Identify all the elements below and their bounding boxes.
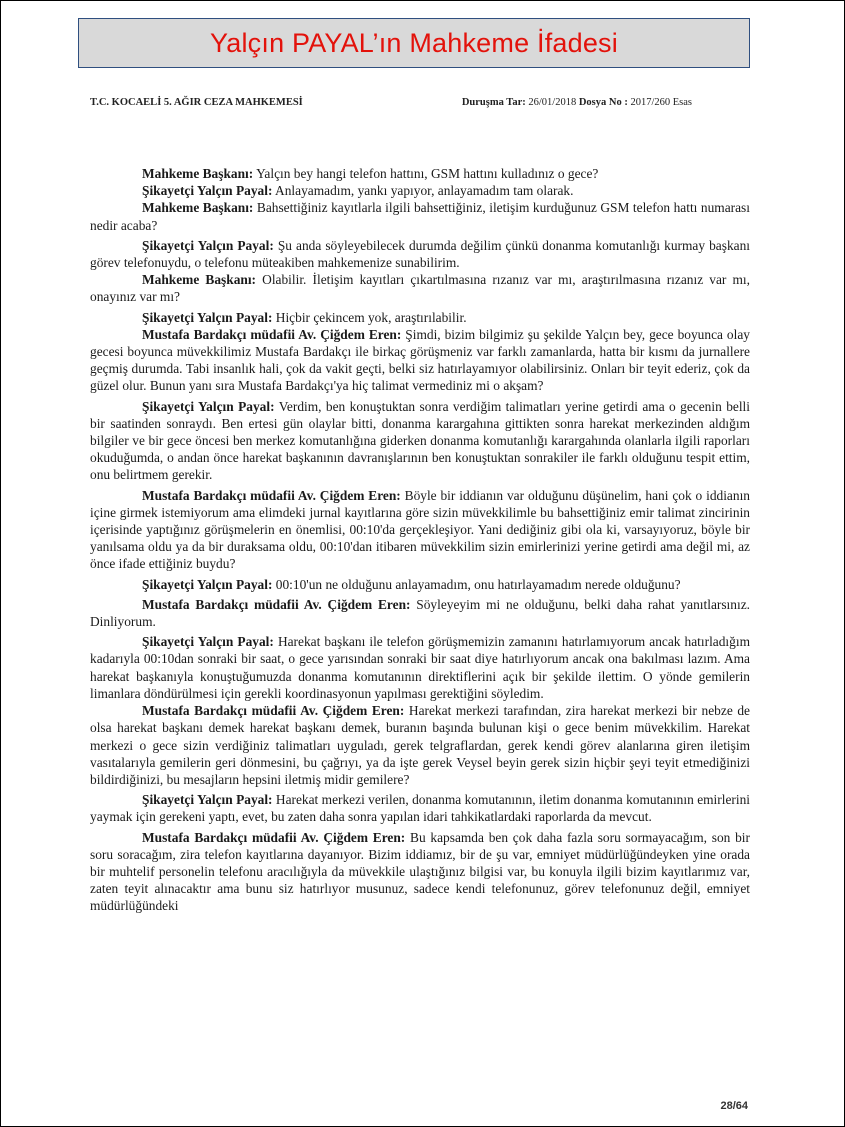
hearing-date: 26/01/2018: [528, 97, 577, 108]
document-header: [90, 97, 692, 107]
paragraph-text: Harekat başkanı ile telefon görüşmemizin zamanını hatırlamıyorum ancak hatırladığım kadarıyla 00:10dan sonraki bir saat, o gece yarısından sonraki bir saat diye hatırlıyorum ancak ona bakılması lazım. Ama harekat başkanıyla konuştuğumuzda donanma komutanının direktiflerini açık bir şekilde ilettim. O yönde gemilerin limanlara döndürülmesi için gerekli koordinasyonun yapılması gerektiğini söyledim.: [90, 634, 750, 701]
transcript-body: [90, 165, 750, 915]
paragraph-text: Hiçbir çekincem yok, araştırılabilir.: [272, 309, 467, 325]
transcript-paragraph: [90, 702, 750, 788]
transcript-paragraph: [90, 237, 750, 271]
transcript-paragraph: [90, 596, 750, 630]
paragraph-text: Şimdi, bizim bilgimiz şu şekilde Yalçın bey, gece boyunca olay gecesi boyunca müvekkilimiz Mustafa Bardakçı ile birkaç görüşmeniz var farklı zamanlarda, hatta bir kısmı da jurnallere geçmiş durumda. Tabi insanlık hali, çok da vakit geçti, belki siz hatırlayamıyor olabilirsiniz. Onları bir teyit ederiz, çok da güzel olur. Bunun yanı sıra Mustafa Bardakçı'ya hiç talimat vermediniz mi o akşam?: [90, 326, 750, 394]
speaker-name: Mahkeme Başkanı:: [142, 200, 254, 216]
speaker-name: Mustafa Bardakçı müdafii Av. Çiğdem Eren:: [142, 703, 405, 719]
transcript-paragraph: [90, 398, 750, 484]
speaker-name: Mustafa Bardakçı müdafii Av. Çiğdem Eren:: [142, 596, 411, 612]
file-number: 2017/260 Esas: [630, 97, 692, 108]
transcript-paragraph: [90, 576, 750, 593]
speaker-name: Şikayetçi Yalçın Payal:: [142, 634, 274, 650]
transcript-paragraph: [90, 633, 750, 702]
paragraph-text: Söyleyeyim mi ne olduğunu, belki daha rahat yanıtlarsınız. Dinliyorum.: [90, 596, 750, 630]
speaker-name: Mustafa Bardakçı müdafii Av. Çiğdem Eren:: [142, 326, 402, 342]
transcript-paragraph: [90, 199, 750, 233]
page-number: 28/64: [720, 1100, 748, 1112]
transcript-paragraph: [90, 487, 750, 573]
paragraph-text: Bahsettiğiniz kayıtlarla ilgili bahsettiğiniz, iletişim kurduğunuz GSM telefon hattı numarası nedir acaba?: [90, 200, 750, 233]
paragraph-text: Verdim, ben konuştuktan sonra verdiğim talimatları yerine getirdi ama o gecenin belli bir saatinden sonraydı. Ben ertesi gün olaylar bitti, donanma karargahına gittikten sonra harekat merkezinden aldığım bilgiler ve bir gece öncesi ben merkez komutanlığına giderken donanma komutanlığı karargahında olanlarla ilgili raporları okuduğumda, o andan önce harekat başkanının davranışlarının ben konuştuktan sonrakiler ile farklı olduğunu tespit ettim, onu belirtmem gerekir.: [90, 398, 751, 483]
speaker-name: Mustafa Bardakçı müdafii Av. Çiğdem Eren:: [142, 829, 406, 845]
paragraph-text: 00:10'un ne olduğunu anlayamadım, onu hatırlayamadım nerede olduğunu?: [272, 576, 681, 592]
speaker-name: Şikayetçi Yalçın Payal:: [142, 576, 273, 592]
transcript-paragraph: [90, 326, 750, 395]
speaker-name: Mahkeme Başkanı:: [142, 166, 254, 181]
transcript-paragraph: [90, 791, 750, 825]
paragraph-text: Yalçın bey hangi telefon hattını, GSM hattını kulladınız o gece?: [253, 166, 599, 181]
paragraph-text: Şu anda söyleyebilecek durumda değilim çünkü donanma komutanlığı kurmay başkanı görev telefonuydu, o telefonu müteakiben mahkemenize sunabilirim.: [90, 237, 750, 271]
paragraph-text: Bu kapsamda ben çok daha fazla soru sormayacağım, son bir soru soracağım, zira telefon kayıtlarına dayanıyor. Bizim iddiamız, bir de şu var, emniyet müdürlüğündeyken yine orada bir muhtelif personelin telefonu aracılığıyla da müvekkile ulaştığınız bilgisi var, bu konuyla ilgili bizim kayıtlarımız var, zaten teyit alınacaktır ama bunu siz hatırlıyor musunuz, sadece kendi telefonunuz, görev telefonunuz değil, emniyet müdürlüğündeki: [90, 829, 750, 914]
speaker-name: Şikayetçi Yalçın Payal:: [142, 309, 273, 325]
transcript-paragraph: [90, 271, 750, 305]
paragraph-text: Anlayamadım, yankı yapıyor, anlayamadım tam olarak.: [272, 183, 574, 199]
paragraph-text: Harekat merkezi verilen, donanma komutanının, iletim donanma komutanının emirlerini yaymak için gerekeni yaptı, evet, bu zaten daha sonra yapılan idari tahkikatlardaki raporlarda da mevcut.: [90, 792, 750, 825]
slide-title: Yalçın PAYAL’ın Mahkeme İfadesi: [78, 18, 750, 68]
paragraph-text: Böyle bir iddianın var olduğunu düşünelim, hani çok o iddianın içine girmek istemiyorum ama elimdeki jurnal kayıtlarına göre sizin müvekkilimle bu bahsettiğiniz emir talimat zincirinin içerisinde yaptığınız görüşmelerin en önemlisi, 00:10'da gerçekleşiyor. Yani dediğiniz gibi ola ki, varsayıyoruz, böyle bir yanılsama oldu ya da bir duraksama oldu, 00:10'dan itibaren müvekkilim sizin emirlerinizi yerine getirdi ama değil mi, az önce ifade ettiğiniz buydu?: [90, 487, 750, 572]
speaker-name: Mahkeme Başkanı:: [142, 272, 257, 288]
transcript-paragraph: [90, 309, 750, 326]
file-label: Dosya No :: [578, 97, 628, 108]
transcript-paragraph: [90, 829, 750, 915]
transcript-paragraph: [90, 182, 750, 199]
paragraph-text: Olabilir. İletişim kayıtları çıkartılmasına rızanız var mı, araştırılmasına rızanız var mı, onayınız var mı?: [90, 272, 750, 305]
speaker-name: Şikayetçi Yalçın Payal:: [142, 183, 273, 199]
speaker-name: Şikayetçi Yalçın Payal:: [142, 237, 274, 253]
hearing-info: [462, 97, 692, 107]
speaker-name: Şikayetçi Yalçın Payal:: [142, 792, 273, 808]
court-name: T.C. KOCAELİ 5. AĞIR CEZA MAHKEMESİ: [90, 97, 303, 108]
speaker-name: Mustafa Bardakçı müdafii Av. Çiğdem Eren:: [142, 487, 401, 503]
transcript-paragraph: [90, 165, 750, 182]
paragraph-text: Harekat merkezi tarafından, zira harekat merkezi bir nebze de olsa harekat başkanı demek harekat başkanı demek, buranın başında bulunan kişi o gece benim müvekkilim. Harekat merkezi o gece sizin verdiğiniz talimatları uyguladı, gerek telgraflardan, gerek kendi görev alanlarına giren iletişim vasıtalarıyla gemilerin geri dönmesini, bu çağrıyı, ya da işte gerek Veysel beyin gerek sizin hiçbir şeyi teyit etmediğinizi bildirdiğinizi, bu mesajların hepsini iletmiş midir gemilere?: [90, 703, 750, 787]
hearing-label: Duruşma Tar:: [461, 97, 526, 108]
speaker-name: Şikayetçi Yalçın Payal:: [142, 398, 275, 414]
